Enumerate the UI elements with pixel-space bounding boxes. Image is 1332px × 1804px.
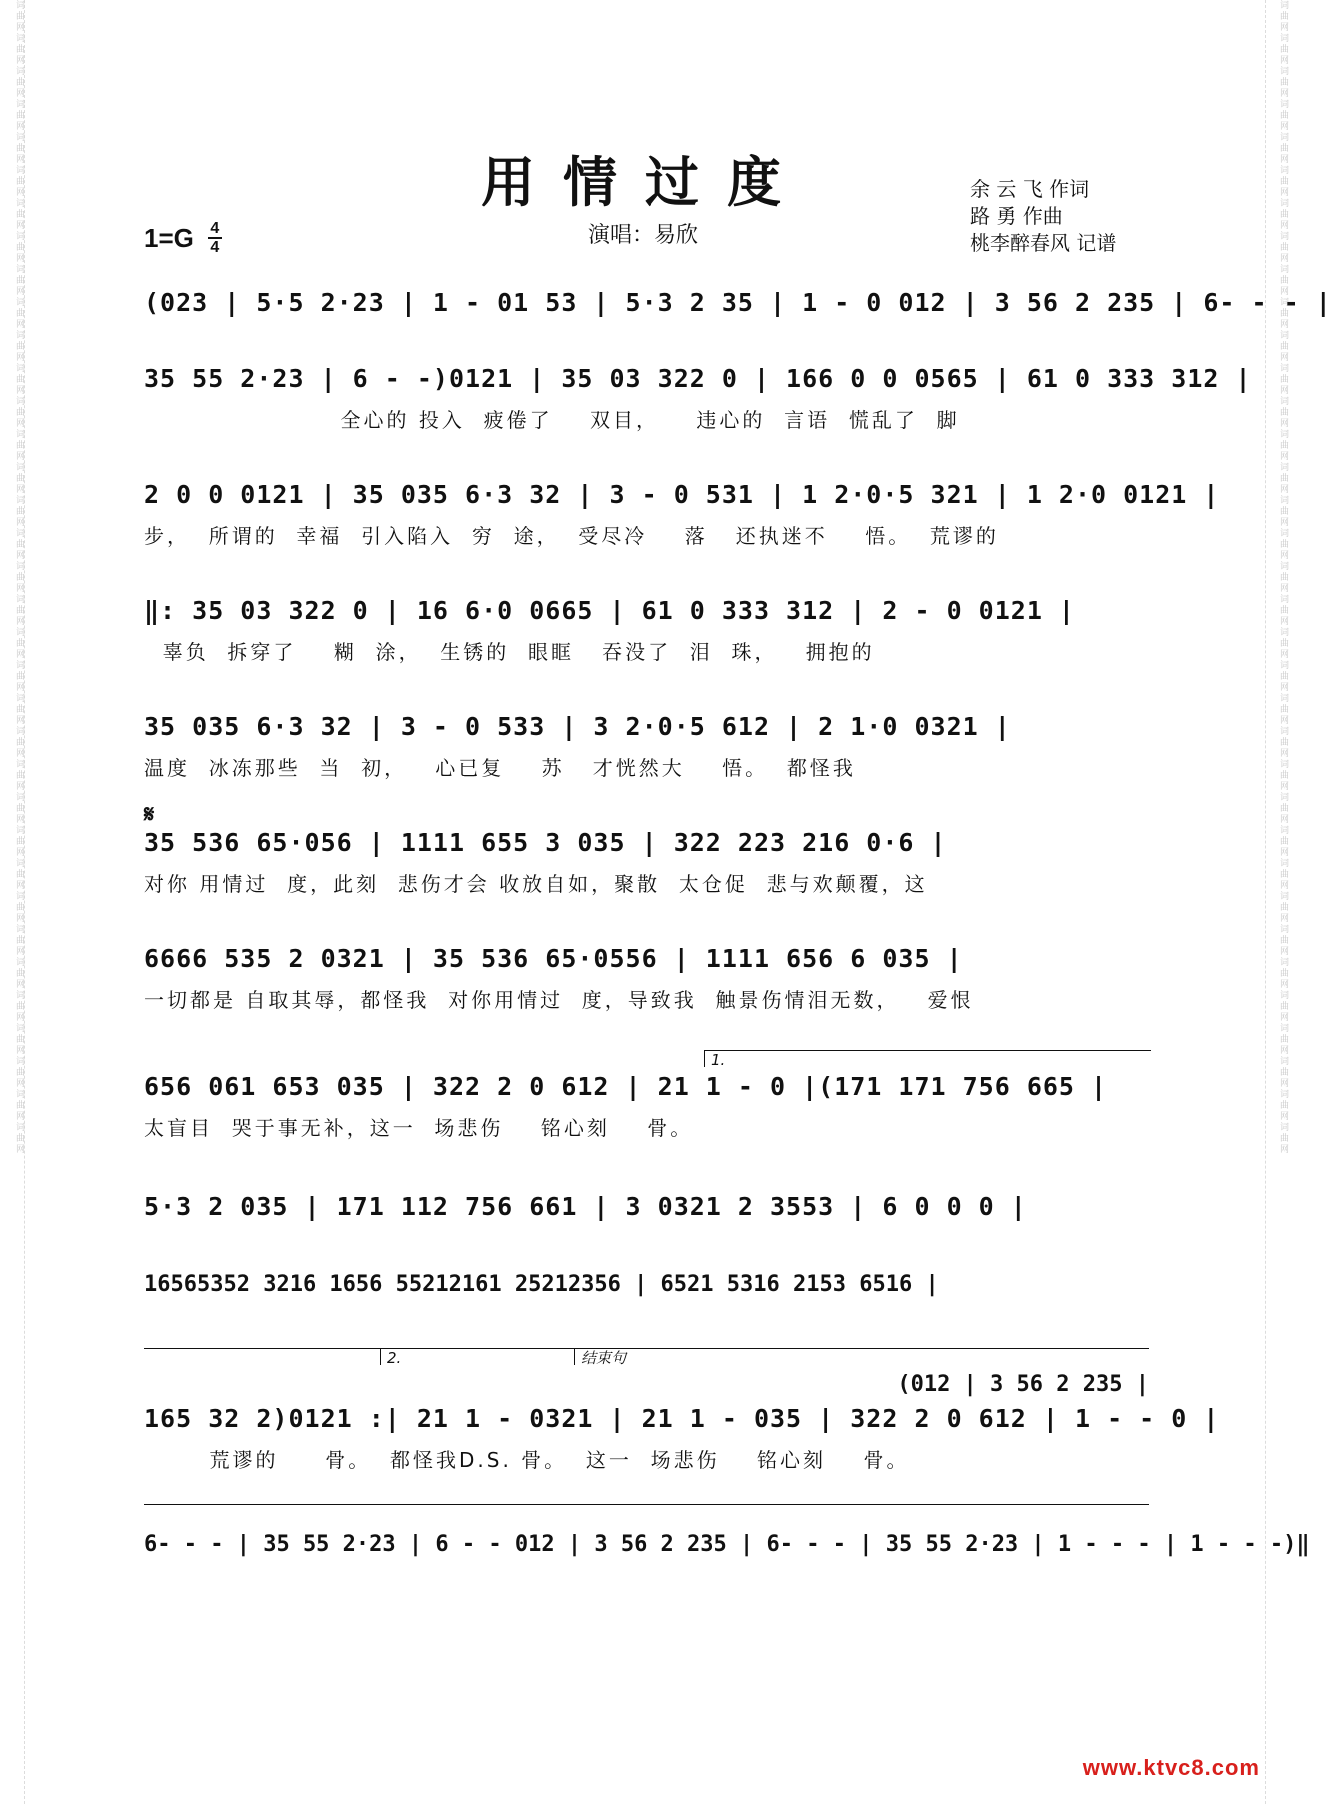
notation-line: 6666 535 2 0321 | 35 536 65·0556 | 1111 656 6 035 |	[144, 944, 963, 973]
volta-second-ending: 2.	[380, 1348, 567, 1365]
notation-line: 656 061 653 035 | 322 2 0 612 | 21 1 - 0 |(171 171 756 665 |	[144, 1072, 1108, 1101]
key-label: 1=G	[144, 222, 194, 253]
footer-watermark: www.ktvc8.com	[1082, 1755, 1260, 1780]
time-signature	[208, 220, 222, 256]
side-watermark-left: 词曲网词曲网词曲网词曲网词曲网词曲网词曲网词曲网词曲网词曲网词曲网词曲网词曲网词曲网词曲网词曲网词曲网词曲网词曲网词曲网词曲网词曲网词曲网词曲网词曲网词曲网词曲网词曲网词曲网词曲网词曲网词曲网词曲网词曲网词曲网	[2, 0, 25, 1804]
coda-bracket-line	[144, 1504, 1149, 1505]
lyric-line: 一切都是 自取其辱，都怪我 对你用情过 度，导致我 触景伤情泪无数， 爱恨	[144, 988, 974, 1012]
notation-line: 2 0 0 0121 | 35 035 6·3 32 | 3 - 0 531 | 1 2·0·5 321 | 1 2·0 0121 |	[144, 480, 1220, 509]
song-title: 用情过度	[481, 150, 809, 214]
time-sig-bottom: 4	[210, 239, 220, 256]
extra-notation-line: (012 | 3 56 2 235 |	[897, 1372, 1149, 1397]
lyric-line: 温度 冰冻那些 当 初， 心已复 苏 才恍然大 悟。 都怪我	[144, 756, 856, 780]
lyric-line: 荒谬的 骨。 都怪我D.S. 骨。 这一 场悲伤 铭心刻 骨。	[144, 1448, 910, 1472]
notation-line: 16565352 3216 1656 55212161 25212356 | 6521 5316 2153 6516 |	[144, 1272, 939, 1297]
lyric-line: 步， 所谓的 幸福 引入陷入 穷 途， 受尽冷 落 还执迷不 悟。 荒谬的	[144, 524, 999, 548]
lyric-line: 辜负 拆穿了 糊 涂， 生锈的 眼眶 吞没了 泪 珠， 拥抱的	[144, 640, 875, 664]
notation-line: ‖: 35 03 322 0 | 16 6·0 0665 | 61 0 333 312 | 2 - 0 0121 |	[144, 596, 1075, 625]
notation-line: 35 55 2·23 | 6 - -)0121 | 35 03 322 0 | 166 0 0 0565 | 61 0 333 312 |	[144, 364, 1252, 393]
singer-credit: 演唱：易欣	[588, 223, 699, 248]
transcriber-credit: 桃李醉春风 记谱	[970, 231, 1117, 255]
volta-first-ending: 1.	[704, 1050, 1151, 1067]
lyric-line: 对你 用情过 度，此刻 悲伤才会 收放自如，聚散 太仓促 悲与欢颠覆，这	[144, 872, 928, 896]
notation-line: 5·3 2 035 | 171 112 756 661 | 3 0321 2 3553 | 6 0 0 0 |	[144, 1192, 1027, 1221]
ending-label: 结束句	[574, 1348, 781, 1365]
lyric-line: 太盲目 哭于事无补，这一 场悲伤 铭心刻 骨。	[144, 1116, 694, 1140]
time-sig-top: 4	[210, 220, 220, 237]
notation-line: 35 536 65·056 | 1111 655 3 035 | 322 223 216 0·6 |	[144, 828, 947, 857]
composer-credit: 路 勇 作曲	[970, 204, 1063, 228]
notation-line: (023 | 5·5 2·23 | 1 - 01 53 | 5·3 2 35 | 1 - 0 012 | 3 56 2 235 | 6- - - |	[144, 288, 1332, 317]
side-watermark-right: 词曲网词曲网词曲网词曲网词曲网词曲网词曲网词曲网词曲网词曲网词曲网词曲网词曲网词曲网词曲网词曲网词曲网词曲网词曲网词曲网词曲网词曲网词曲网词曲网词曲网词曲网词曲网词曲网词曲网词曲网词曲网词曲网词曲网词曲网词曲网	[1265, 0, 1288, 1804]
notation-line: 35 035 6·3 32 | 3 - 0 533 | 3 2·0·5 612 | 2 1·0 0321 |	[144, 712, 1011, 741]
lyricist-credit: 余 云 飞 作词	[970, 177, 1090, 201]
credits-block	[970, 176, 1116, 257]
notation-line: 6- - - | 35 55 2·23 | 6 - - 012 | 3 56 2 235 | 6- - - | 35 55 2·23 | 1 - - - | 1 - - -)‖	[144, 1532, 1310, 1557]
lyric-line: 全心的 投入 疲倦了 双目， 违心的 言语 慌乱了 脚	[144, 408, 960, 432]
key-signature	[144, 220, 222, 256]
notation-line: 165 32 2)0121 :| 21 1 - 0321 | 21 1 - 035 | 322 2 0 612 | 1 - - 0 |	[144, 1404, 1220, 1433]
segno-sign: 𝄋	[144, 800, 155, 828]
